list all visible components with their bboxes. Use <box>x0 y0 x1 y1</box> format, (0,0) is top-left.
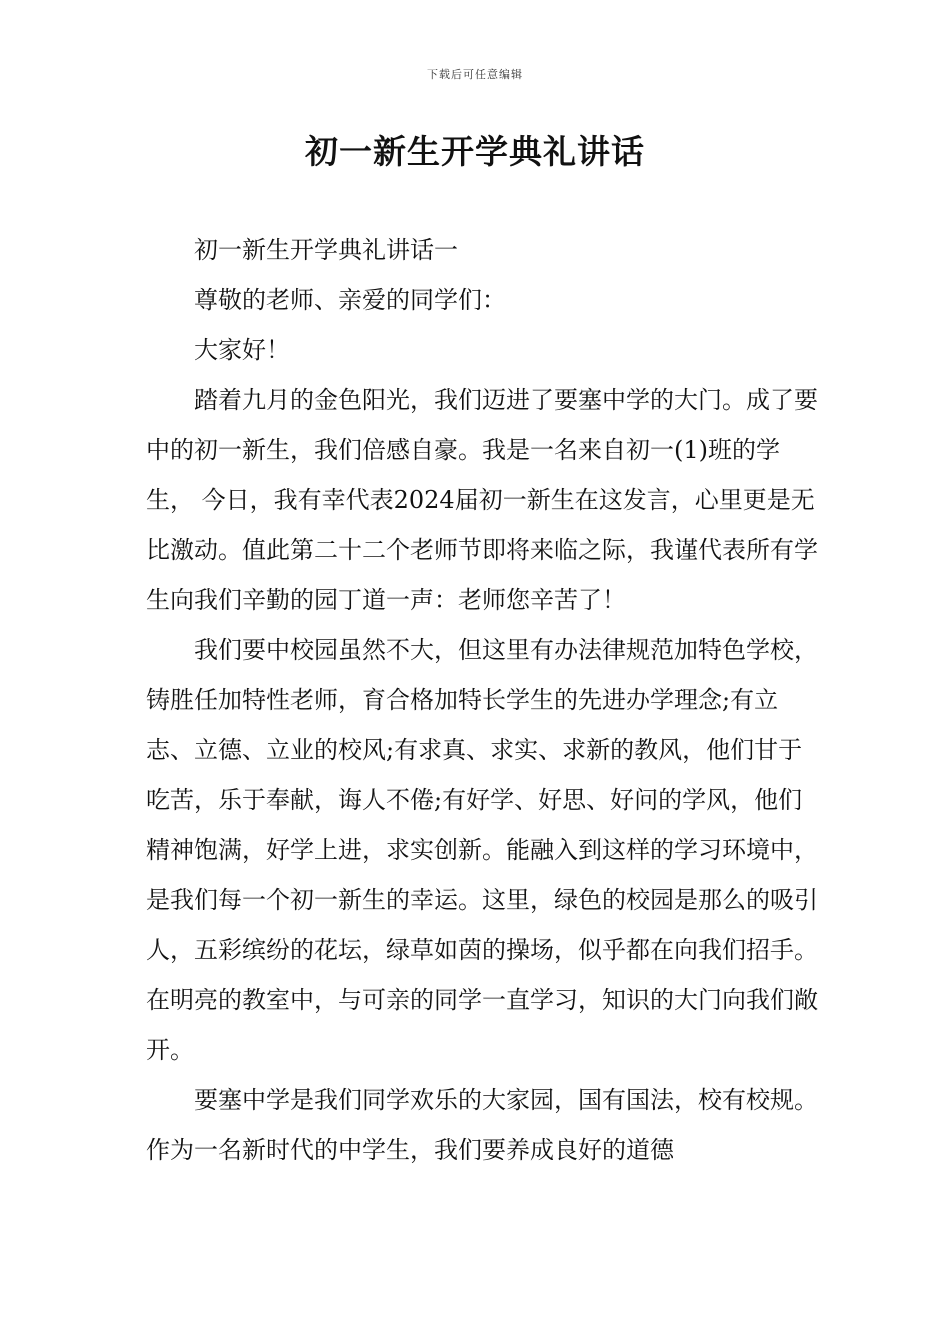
header-note: 下载后可任意编辑 <box>427 68 523 81</box>
paragraph-rules: 要塞中学是我们同学欢乐的大家园，国有国法，校有校规。作为一名新时代的中学生，我们要养成良好的道德 <box>146 1086 818 1164</box>
document-title: 初一新生开学典礼讲话 <box>305 132 645 171</box>
paragraph-subtitle: 初一新生开学典礼讲话一 <box>194 236 458 264</box>
paragraph-intro: 踏着九月的金色阳光，我们迈进了要塞中学的大门。成了要中的初一新生，我们倍感自豪。我是一名来自初一(1)班的学生， 今日，我有幸代表2024届初一新生在这发言，心里更是无比激动。值此第二十二个老师节即将来临之际，我谨代表所有学生向我们辛勤的园丁道一声：老师您辛苦了！ <box>146 386 818 614</box>
document-body <box>146 225 822 1175</box>
paragraph-salutation: 尊敬的老师、亲爱的同学们： <box>194 286 506 314</box>
paragraph-greeting: 大家好！ <box>194 336 290 364</box>
paragraph-campus: 我们要中校园虽然不大，但这里有办法律规范加特色学校，铸胜任加特性老师，育合格加特长学生的先进办学理念;有立志、立德、立业的校风;有求真、求实、求新的教风，他们甘于吃苦，乐于奉献，诲人不倦;有好学、好思、好问的学风，他们精神饱满，好学上进，求实创新。能融入到这样的学习环境中，是我们每一个初一新生的幸运。这里，绿色的校园是那么的吸引人，五彩缤纷的花坛，绿草如茵的操场，似乎都在向我们招手。在明亮的教室中，与可亲的同学一直学习，知识的大门向我们敞开。 <box>146 636 818 1064</box>
